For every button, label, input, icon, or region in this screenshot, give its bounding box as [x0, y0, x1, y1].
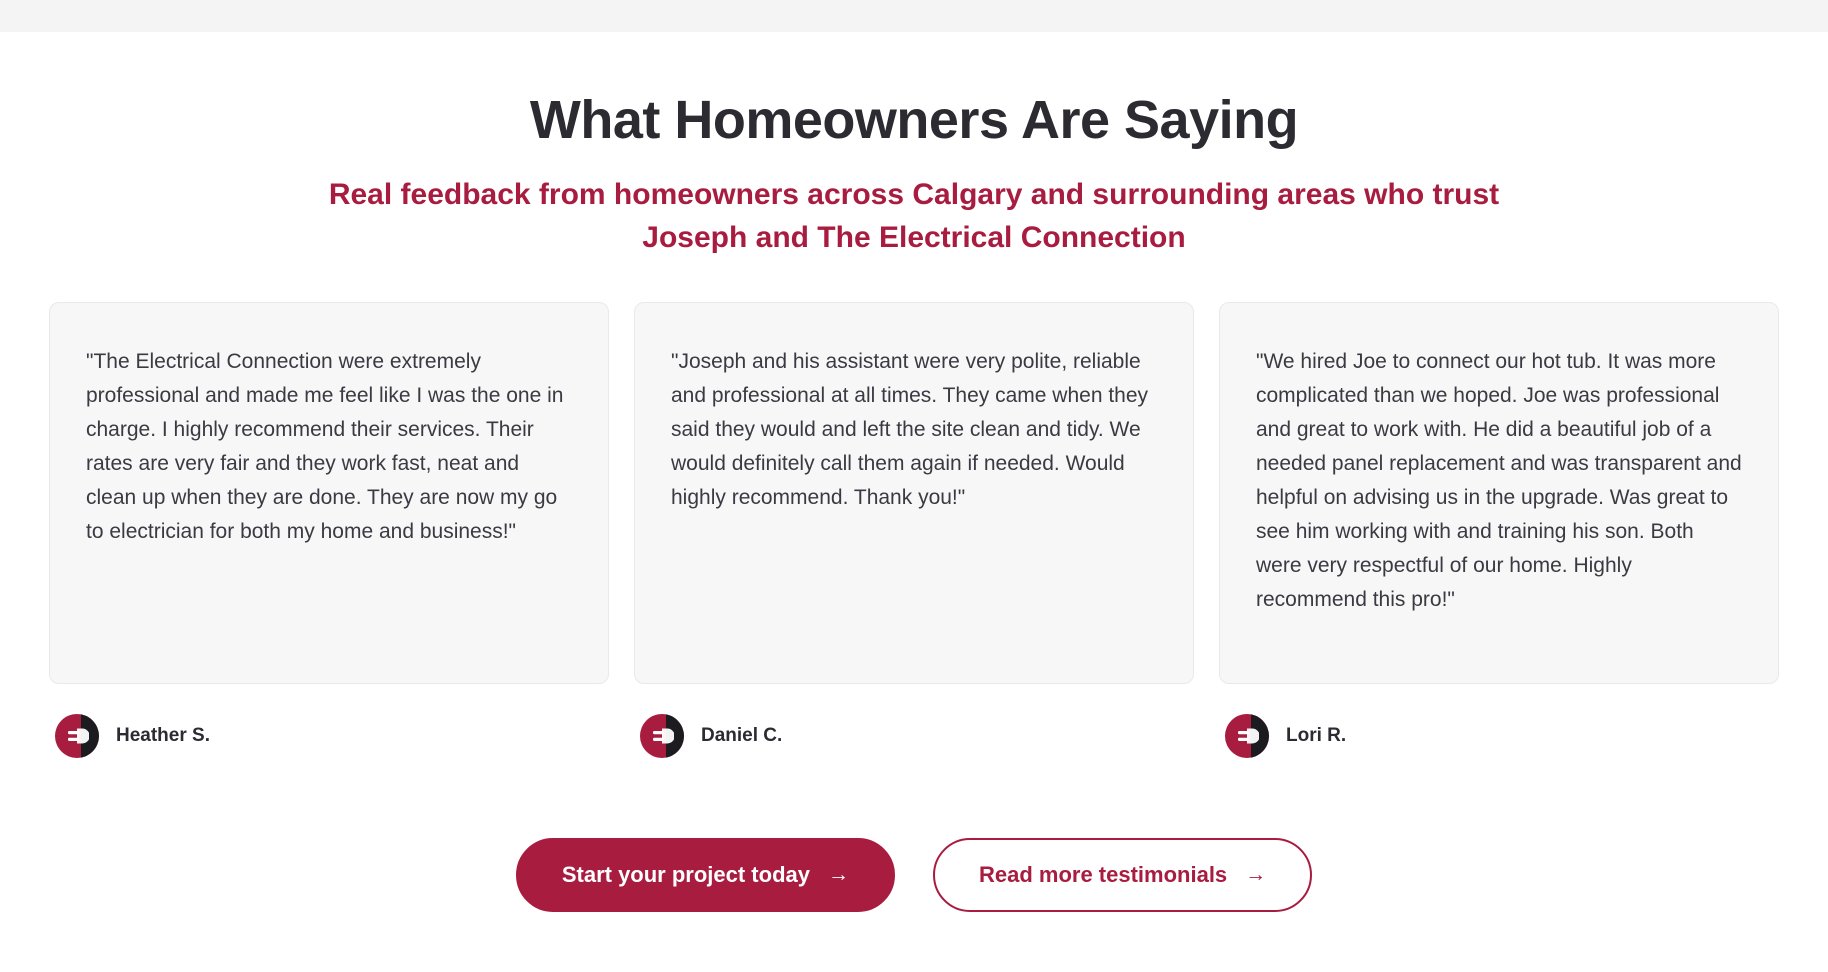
testimonial-author-row	[634, 714, 1194, 758]
arrow-right-icon: →	[827, 863, 849, 887]
testimonials-section	[0, 32, 1828, 972]
testimonial-quote-box	[634, 302, 1194, 684]
electrical-plug-logo-icon	[55, 714, 99, 758]
testimonial-author-name: Heather S.	[116, 724, 210, 746]
testimonial-card	[1219, 302, 1779, 758]
plug-glyph-icon	[65, 724, 89, 748]
electrical-plug-logo-icon	[1225, 714, 1269, 758]
testimonial-quote-box	[1219, 302, 1779, 684]
electrical-plug-logo-icon	[640, 714, 684, 758]
testimonial-card	[634, 302, 1194, 758]
testimonial-card-list	[49, 302, 1779, 758]
testimonial-quote-text: "Joseph and his assistant were very polite, reliable and professional at all times. They came when they said they would and left the site clean and tidy. We would definitely call them again if needed. Would highly recommend. Thank you!"	[671, 349, 1149, 509]
testimonial-author-name: Daniel C.	[701, 724, 783, 746]
start-project-button[interactable]	[516, 838, 895, 912]
testimonial-author-row	[49, 714, 609, 758]
testimonial-quote-text: "We hired Joe to connect our hot tub. It was more complicated than we hoped. Joe was professional and great to work with. He did a beautiful job of a needed panel replacement and was transparent and helpful on advising us in the upgrade. Was great to see him working with and training his son. Both were very respectful of our home. Highly recommend this pro!"	[1256, 349, 1742, 611]
testimonial-author-name: Lori R.	[1286, 724, 1347, 746]
read-more-testimonials-label: Read more testimonials	[978, 861, 1228, 887]
testimonial-quote-box	[49, 302, 609, 684]
testimonial-quote-text: "The Electrical Connection were extremely professional and made me feel like I was the one in charge. I highly recommend their services. Their rates are very fair and they work fast, neat and clean up when they are done. They are now my go to electrician for both my home and business!"	[86, 349, 564, 543]
read-more-testimonials-button[interactable]	[933, 838, 1312, 912]
page-title: What Homeowners Are Saying	[529, 90, 1299, 150]
start-project-label: Start your project today	[561, 861, 810, 887]
arrow-right-icon: →	[1245, 863, 1267, 887]
testimonial-author-row	[1219, 714, 1779, 758]
plug-glyph-icon	[1235, 724, 1259, 748]
testimonial-card	[49, 302, 609, 758]
plug-glyph-icon	[650, 724, 674, 748]
section-subtitle: Real feedback from homeowners across Calgary and surrounding areas who trust Joseph and The Electrical Connection	[328, 178, 1500, 255]
page-top-strip	[0, 0, 1828, 32]
cta-button-row	[0, 838, 1828, 972]
